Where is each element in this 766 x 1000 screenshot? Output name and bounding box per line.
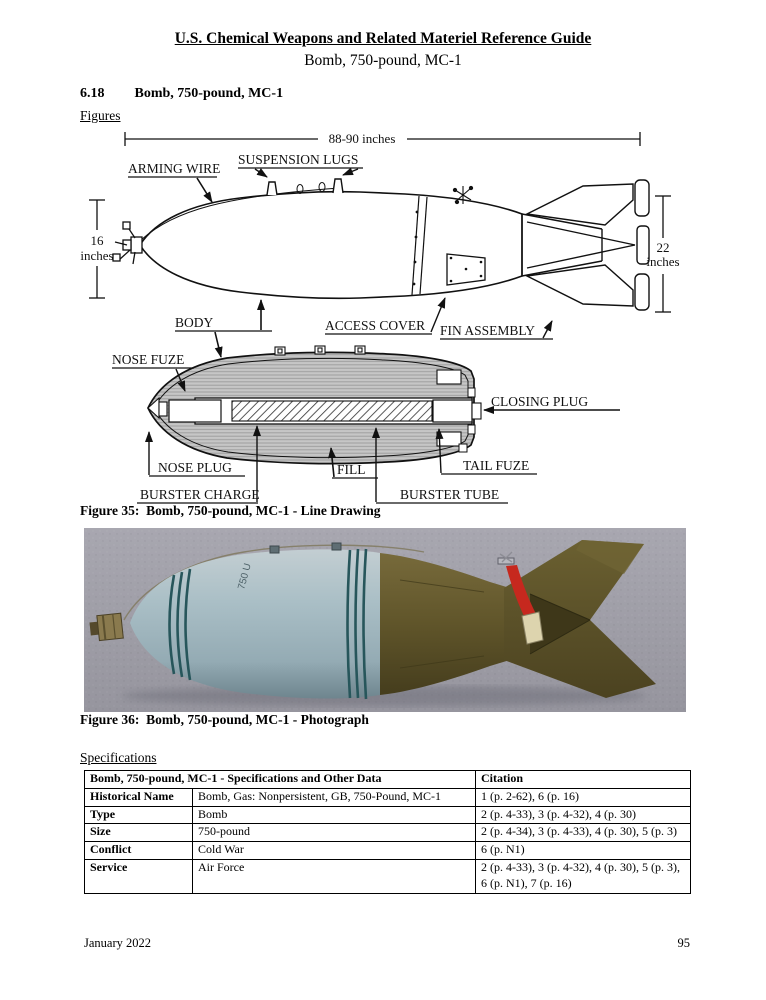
cutaway-section — [148, 346, 481, 464]
row-citation: 6 (p. N1) — [476, 842, 691, 860]
table-header-row — [85, 771, 691, 789]
page-title: U.S. Chemical Weapons and Related Materiel Reference Guide — [174, 30, 592, 47]
row-value: 750-pound — [193, 824, 476, 842]
fill-label: FILL — [337, 462, 366, 477]
fin-assembly-shape — [522, 180, 649, 310]
body-label: BODY — [175, 315, 214, 330]
page-subtitle: Bomb, 750-pound, MC-1 — [304, 52, 462, 69]
row-label: Type — [85, 806, 193, 824]
table-row — [85, 806, 691, 824]
table-title-cell: Bomb, 750-pound, MC-1 - Specifications and Other Data — [85, 771, 476, 789]
table-row — [85, 860, 691, 894]
tail-fuze-label: TAIL FUZE — [463, 458, 530, 473]
row-citation: 2 (p. 4-34), 3 (p. 4-33), 4 (p. 30), 5 (p. 3) — [476, 824, 691, 842]
figure35-caption: Figure 35: Bomb, 750-pound, MC-1 - Line Drawing — [80, 503, 381, 518]
citation-header-cell: Citation — [476, 771, 691, 789]
section-heading — [80, 86, 283, 102]
fin-span-unit: inches — [646, 254, 680, 269]
nose-plug-label: NOSE PLUG — [158, 460, 232, 475]
length-dimension-label: 88-90 inches — [328, 131, 396, 146]
row-value: Cold War — [193, 842, 476, 860]
row-citation: 1 (p. 2-62), 6 (p. 16) — [476, 788, 691, 806]
figure36-caption: Figure 36: Bomb, 750-pound, MC-1 - Photograph — [80, 712, 369, 727]
fin-span-value: 22 — [656, 240, 670, 255]
row-value: Bomb — [193, 806, 476, 824]
nose-diameter-value: 16 — [90, 233, 104, 248]
line-drawing-figure — [75, 126, 700, 518]
page-footer — [84, 936, 690, 951]
table-row — [85, 842, 691, 860]
spec-table — [84, 770, 691, 894]
fin-assembly-label: FIN ASSEMBLY — [440, 323, 536, 338]
nose-fuze-label: NOSE FUZE — [112, 352, 185, 367]
burster-charge-label: BURSTER CHARGE — [140, 487, 260, 502]
row-value: Bomb, Gas: Nonpersistent, GB, 750-Pound, MC-1 — [193, 788, 476, 806]
closing-plug-label: CLOSING PLUG — [491, 394, 589, 409]
row-label: Historical Name — [85, 788, 193, 806]
photo-figure — [84, 528, 686, 712]
nose-diameter-unit: inches — [80, 248, 114, 263]
row-citation: 2 (p. 4-33), 3 (p. 4-32), 4 (p. 30), 5 (p. 3), 6 (p. N1), 7 (p. 16) — [476, 860, 691, 894]
burster-tube-label: BURSTER TUBE — [400, 487, 500, 502]
footer-page-number: 95 — [677, 936, 690, 950]
bomb-profile — [113, 179, 649, 310]
row-citation: 2 (p. 4-33), 3 (p. 4-32), 4 (p. 30) — [476, 806, 691, 824]
footer-date: January 2022 — [84, 936, 151, 950]
suspension-lugs-label: SUSPENSION LUGS — [238, 152, 359, 167]
arming-wire-label: ARMING WIRE — [128, 161, 221, 176]
row-label: Service — [85, 860, 193, 894]
row-label: Conflict — [85, 842, 193, 860]
table-row — [85, 824, 691, 842]
row-label: Size — [85, 824, 193, 842]
row-value: Air Force — [193, 860, 476, 894]
specifications-heading: Specifications — [80, 750, 157, 765]
figures-heading: Figures — [80, 108, 121, 123]
section-title: Bomb, 750-pound, MC-1 — [134, 86, 284, 101]
access-cover-label: ACCESS COVER — [325, 318, 426, 333]
table-row — [85, 788, 691, 806]
photo-stencil-text: 750 U — [236, 562, 254, 591]
section-number: 6.18 — [80, 86, 105, 101]
